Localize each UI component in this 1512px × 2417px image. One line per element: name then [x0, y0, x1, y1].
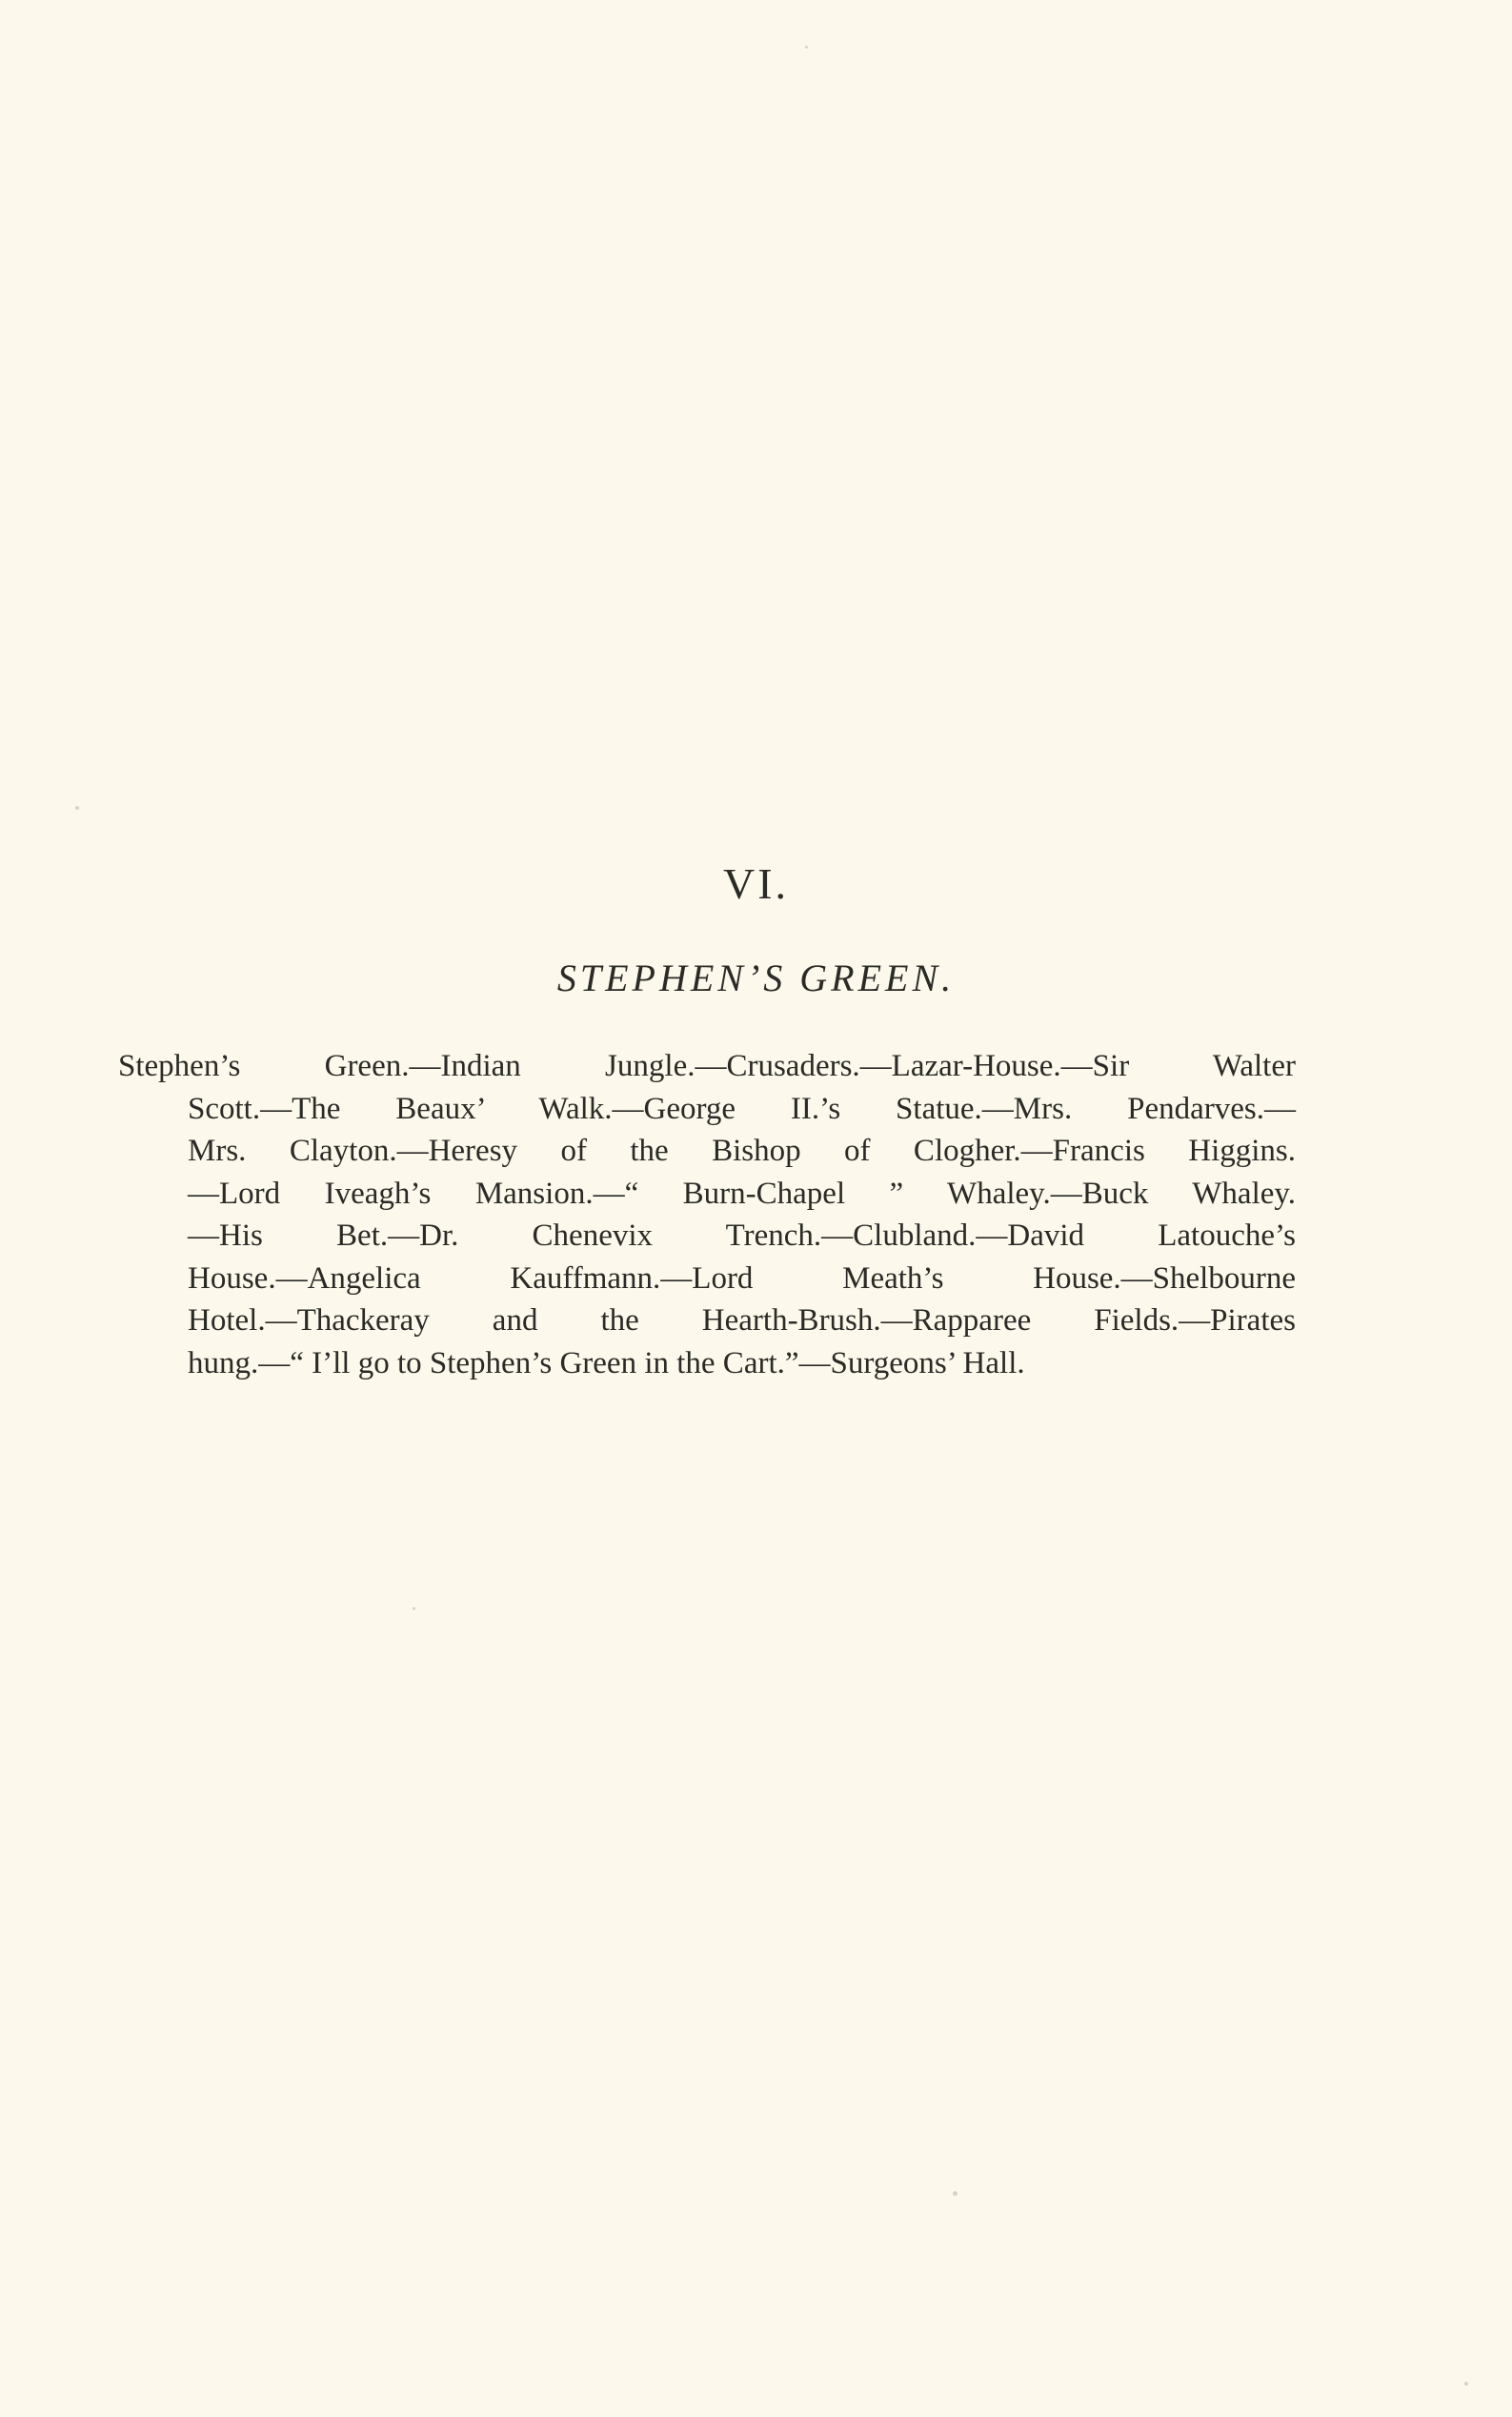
synopsis-line: Scott.—The Beaux’ Walk.—George II.’s Statue.—Mrs. Pendarves.— — [188, 1091, 1296, 1126]
paper-speck — [1464, 2382, 1468, 2386]
chapter-number: VI. — [722, 859, 790, 908]
synopsis-line: Mrs. Clayton.—Heresy of the Bishop of Clogher.—Francis Higgins. — [188, 1134, 1296, 1168]
synopsis-line: —His Bet.—Dr. Chenevix Trench.—Clubland.—David Latouche’s — [188, 1219, 1296, 1253]
paper-speck — [953, 2191, 958, 2196]
paper-speck — [805, 46, 808, 49]
paper-speck — [75, 806, 79, 810]
chapter-synopsis — [118, 1045, 1296, 1384]
synopsis-line: Hotel.—Thackeray and the Hearth-Brush.—Rapparee Fields.—Pirates — [188, 1303, 1296, 1338]
chapter-title: STEPHEN’S GREEN. — [556, 957, 956, 999]
synopsis-line: hung.—“ I’ll go to Stephen’s Green in the Cart.”—Surgeons’ Hall. — [188, 1345, 1025, 1380]
paper-speck — [413, 1607, 415, 1610]
synopsis-line: House.—Angelica Kauffmann.—Lord Meath’s House.—Shelbourne — [188, 1260, 1296, 1296]
synopsis-line: Stephen’s Green.—Indian Jungle.—Crusaders.—Lazar-House.—Sir Walter — [118, 1049, 1296, 1083]
synopsis-line: —Lord Iveagh’s Mansion.—“ Burn-Chapel ” Whaley.—Buck Whaley. — [188, 1176, 1296, 1211]
